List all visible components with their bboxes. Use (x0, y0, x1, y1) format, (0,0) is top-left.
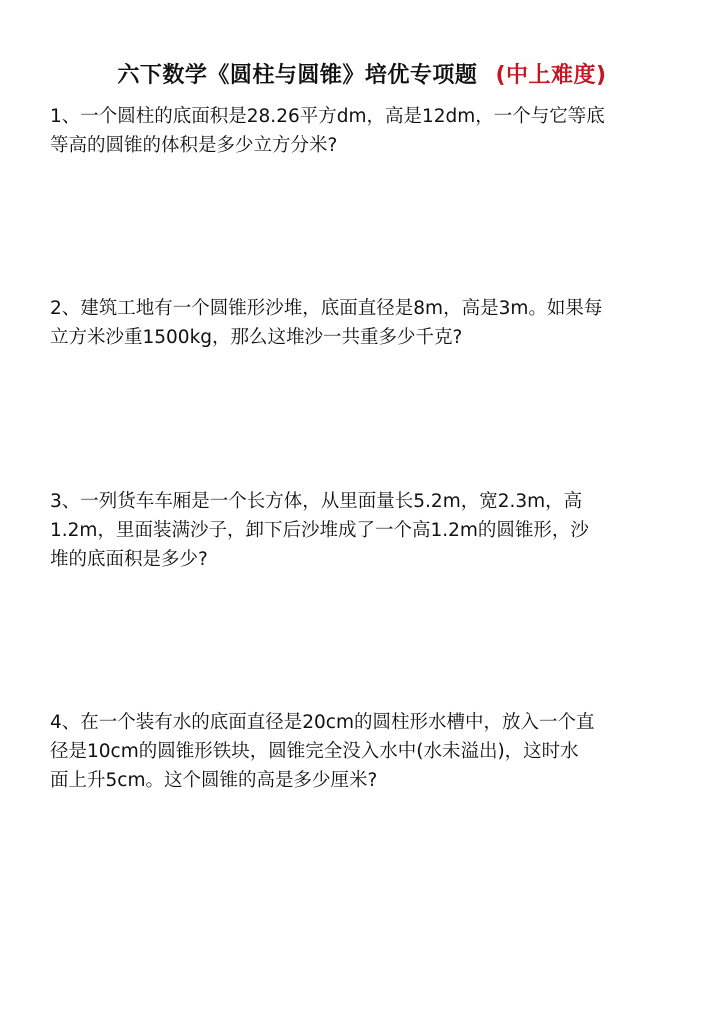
question-line: 等高的圆锥的体积是多少立方分米? (50, 135, 338, 156)
question-line: 1、一个圆柱的底面积是28.26平方dm，高是12dm，一个与它等底 (50, 106, 605, 127)
question-line: 4、在一个装有水的底面直径是20cm的圆柱形水槽中，放入一个直 (50, 712, 595, 733)
page-title (0, 58, 724, 89)
question-1 (50, 102, 690, 160)
title-main: 六下数学《圆柱与圆锥》培优专项题 (117, 63, 478, 88)
question-line: 径是10cm的圆锥形铁块，圆锥完全没入水中(水未溢出)，这时水 (50, 741, 579, 762)
question-line: 1.2m，里面装满沙子，卸下后沙堆成了一个高1.2m的圆锥形，沙 (50, 520, 589, 541)
question-line: 2、建筑工地有一个圆锥形沙堆，底面直径是8m，高是3m。如果每 (50, 298, 603, 319)
question-4 (50, 708, 690, 795)
difficulty-label: (中上难度) (495, 63, 607, 88)
question-3 (50, 487, 690, 574)
question-line: 面上升5cm。这个圆锥的高是多少厘米? (50, 770, 378, 791)
question-line: 堆的底面积是多少? (50, 549, 208, 570)
question-line: 3、一列货车车厢是一个长方体，从里面量长5.2m，宽2.3m，高 (50, 491, 583, 512)
question-line: 立方米沙重1500kg，那么这堆沙一共重多少千克? (50, 327, 463, 348)
question-2 (50, 294, 690, 352)
